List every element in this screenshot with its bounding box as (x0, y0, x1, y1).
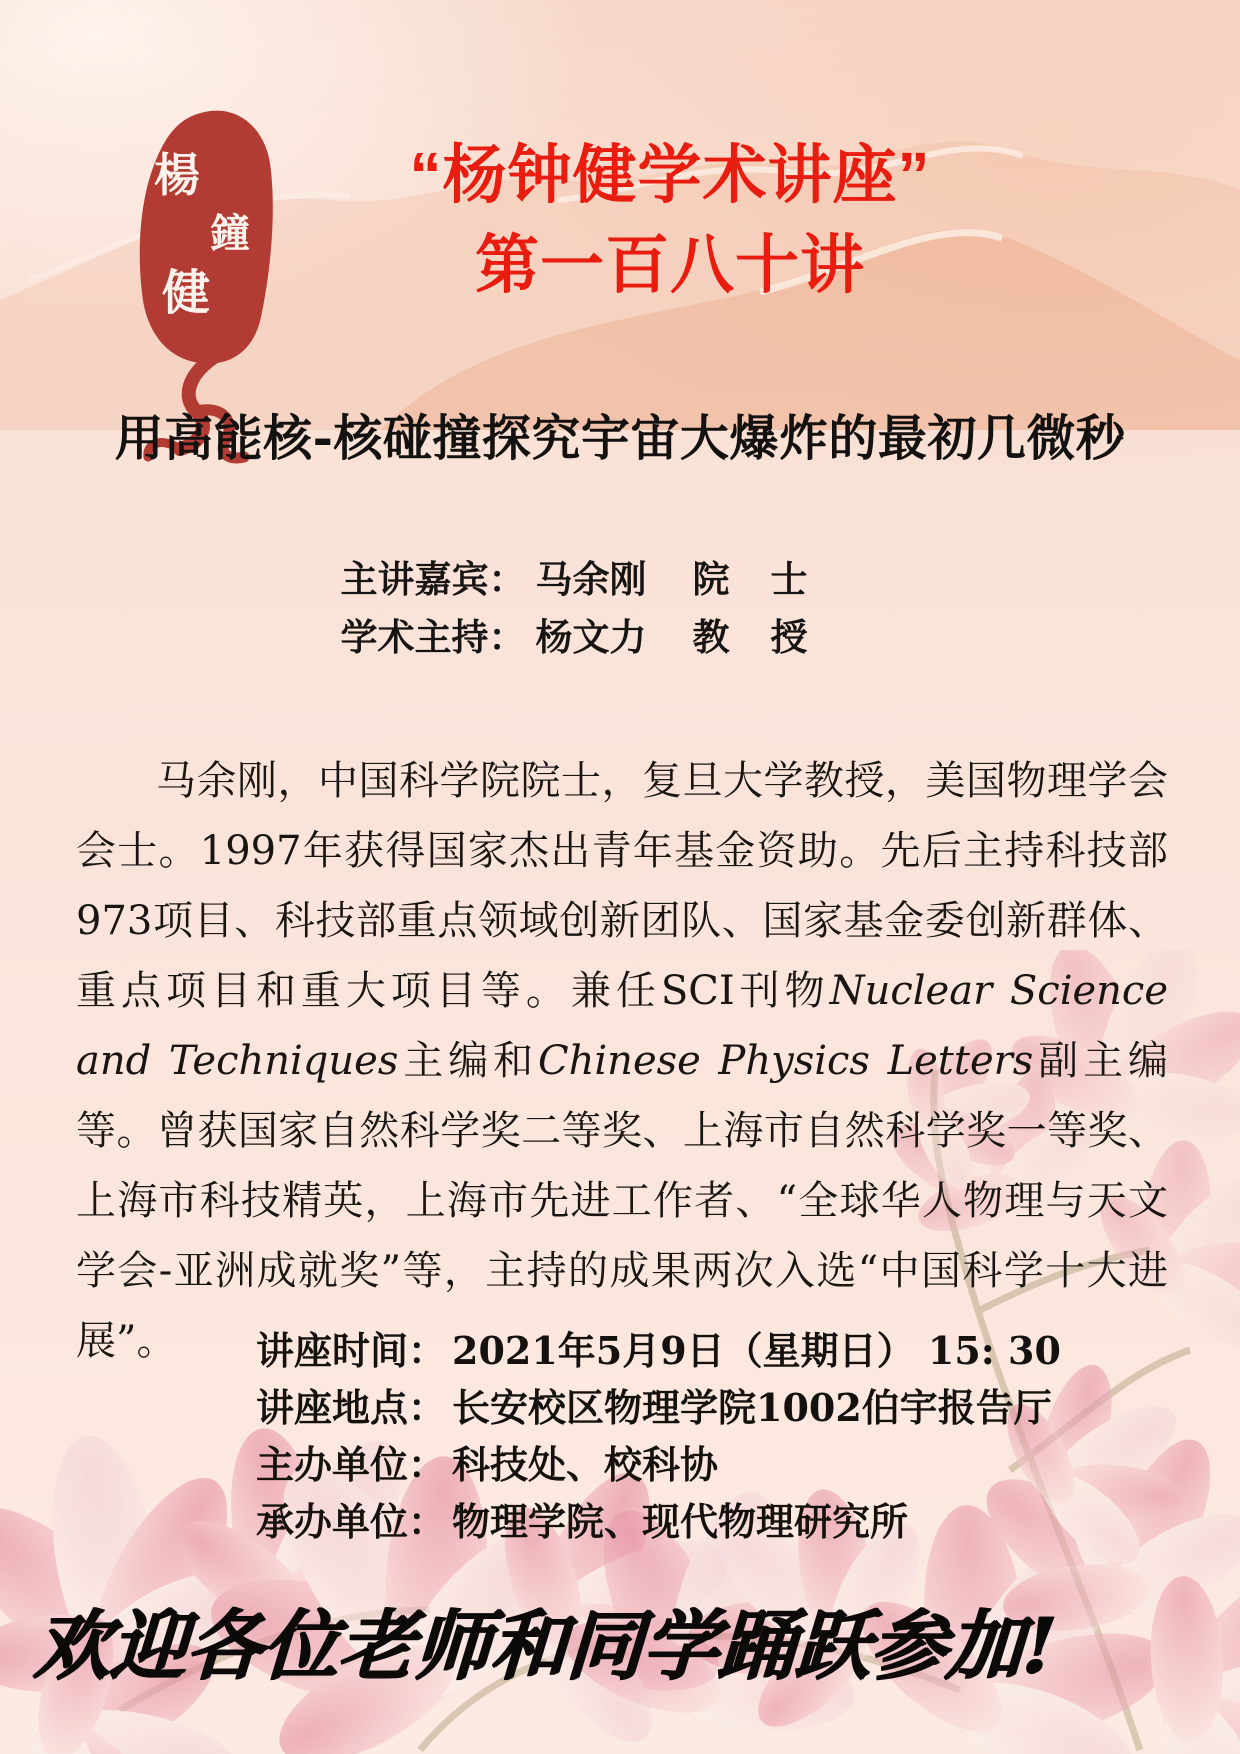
bio-segment: Nuclear Science and Techniques (76, 968, 1168, 1084)
detail-value: 长安校区物理学院1002伯宇报告厅 (452, 1385, 1052, 1430)
speaker-name: 马余刚 (535, 557, 647, 601)
detail-row-organizer (256, 1493, 1200, 1550)
detail-label: 主办单位： (256, 1442, 447, 1487)
speakers-block (0, 550, 1150, 666)
detail-label: 讲座时间： (256, 1328, 447, 1373)
lecture-title: 用高能核-核碰撞探究宇宙大爆炸的最初几微秒 (114, 409, 1126, 467)
speaker-row (0, 550, 1150, 608)
welcome-calligraphy: 欢迎各位老师和同学踊跃参加! (31, 1601, 1058, 1690)
seal-char-yang: 楊 (154, 148, 200, 202)
speaker-name: 杨文力 (535, 615, 647, 659)
detail-row-host (256, 1436, 1200, 1493)
series-number: 第一百八十讲 (475, 229, 865, 301)
detail-value: 物理学院、现代物理研究所 (452, 1499, 909, 1544)
detail-row-location (256, 1379, 1200, 1436)
speaker-rank: 教 授 (692, 615, 810, 659)
speaker-rank: 院 士 (692, 557, 810, 601)
bio-paragraph (76, 746, 1168, 1376)
detail-value: 科技处、校科协 (452, 1442, 719, 1487)
lecture-details (256, 1322, 1200, 1550)
lecture-series-header (170, 130, 1170, 310)
detail-label: 承办单位： (256, 1499, 447, 1544)
bio-segment: 马余刚，中国科学院院士，复旦大学教授，美国物理学会会士。1997年获得国家杰出青年基金资助。先后主持科技部973项目、科技部重点领域创新团队、国家基金委创新群体、重点项目和重大项目等。兼任SCI刊物 (76, 758, 1168, 1014)
detail-label: 讲座地点： (256, 1385, 447, 1430)
detail-value: 2021年5月9日（星期日） 15: 30 (452, 1328, 1061, 1373)
series-title: “杨钟健学术讲座” (409, 139, 931, 211)
bio-segment: 副主编等。曾获国家自然科学奖二等奖、上海市自然科学奖一等奖、上海市科技精英，上海市先进工作者、“全球华人物理与天文学会-亚洲成就奖”等，主持的成果两次入选“中国科学十大进展”。 (76, 1038, 1169, 1364)
seal-char-jian: 健 (162, 265, 211, 321)
detail-row-time (256, 1322, 1200, 1379)
speaker-label: 学术主持： (340, 615, 526, 659)
seal-char-zhong: 鐘 (210, 210, 250, 257)
speaker-label: 主讲嘉宾： (340, 557, 526, 601)
bio-segment: 主编和 (398, 1038, 539, 1084)
speaker-row (0, 608, 1150, 666)
bio-segment: Chinese Physics Letters (538, 1038, 1034, 1084)
